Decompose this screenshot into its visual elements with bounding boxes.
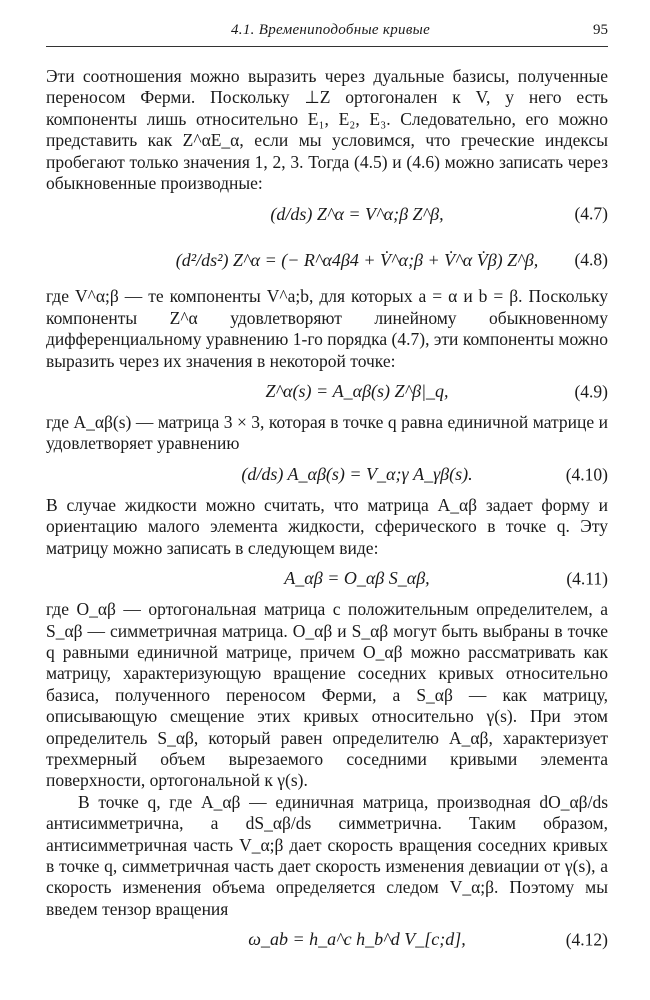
equation-formula: (d²/ds²) Z^α = (− R^α4β4 + V̇^α;β + V̇^α V̇β) Z^β, — [175, 249, 539, 270]
paragraph: где A_αβ(s) — матрица 3 × 3, которая в точке q равна единичной матрице и удовлетворяет уравнению — [46, 412, 608, 454]
equation-formula: ω_ab = h_a^c h_b^d V_[c;d], — [248, 929, 466, 950]
equation-number: (4.11) — [566, 568, 608, 589]
equation-4-10 — [46, 455, 608, 495]
paragraph: где O_αβ — ортогональная матрица с положительным определителем, а S_αβ — симметричная матрица. O_αβ и S_αβ могут быть выбраны в точке q равными единичной матрице, причем O_αβ можно рассматривать как матрицу, характеризующую вращение соседних кривых относительно базиса, полученного переносом Ферми, а S_αβ — как матрицу, описывающую смещение этих кривых относительно γ(s). При этом определитель S_αβ, который равен определителю A_αβ, характеризует трехмерный объем вырезаемого соседними кривыми элемента поверхности, ортогональной к γ(s). — [46, 599, 608, 791]
paragraph: где V^α;β — те компоненты V^a;b, для которых a = α и b = β. Поскольку компоненты Z^α удовлетворяют линейному обыкновенному дифференциальному уравнению 1-го порядка (4.7), эти компоненты можно выразить через их значения в некоторой точке: — [46, 286, 608, 371]
paragraph: Эти соотношения можно выразить через дуальные базисы, полученные переносом Ферми. Поскольку ⊥Z ортогонален к V, у него есть компоненты лишь относительно E₁, E₂, E₃. Следовательно, его можно представить как Z^αE_α, если мы условимся, что греческие индексы пробегают только значения 1, 2, 3. Тогда (4.5) и (4.6) можно записать через обыкновенные производные: — [46, 66, 608, 194]
equation-4-9 — [46, 372, 608, 412]
page-body — [46, 66, 608, 960]
page-number: 95 — [593, 22, 608, 38]
equation-4-11 — [46, 559, 608, 599]
paragraph: В случае жидкости можно считать, что матрица A_αβ задает форму и ориентацию малого элемента жидкости, сферического в точке q. Эту матрицу можно записать в следующем виде: — [46, 494, 608, 558]
equation-number: (4.7) — [574, 203, 608, 224]
equation-4-7 — [46, 194, 608, 234]
paragraph: В точке q, где A_αβ — единичная матрица, производная dO_αβ/ds антисимметрична, а dS_αβ/ds симметрична. Таким образом, антисимметричная часть V_α;β дает скорость вращения соседних кривых в точке q, симметричная часть дает скорость изменения девиации от γ(s), а скорость изменения объема определяется следом V_α;β. Поэтому мы введем тензор вращения — [46, 791, 608, 919]
equation-number: (4.12) — [565, 929, 608, 950]
equation-formula: (d/ds) Z^α = V^α;β Z^β, — [270, 203, 444, 224]
equation-number: (4.8) — [574, 249, 608, 270]
page-header — [46, 20, 608, 47]
equation-formula: Z^α(s) = A_αβ(s) Z^β|_q, — [265, 381, 449, 402]
equation-number: (4.9) — [574, 381, 608, 402]
equation-4-12 — [46, 920, 608, 960]
equation-formula: A_αβ = O_αβ S_αβ, — [284, 568, 430, 589]
equation-number: (4.10) — [565, 464, 608, 485]
equation-4-8 — [46, 234, 608, 286]
equation-formula: (d/ds) A_αβ(s) = V_α;γ A_γβ(s). — [241, 464, 473, 485]
running-title: 4.1. Времениподобные кривые — [231, 22, 431, 38]
